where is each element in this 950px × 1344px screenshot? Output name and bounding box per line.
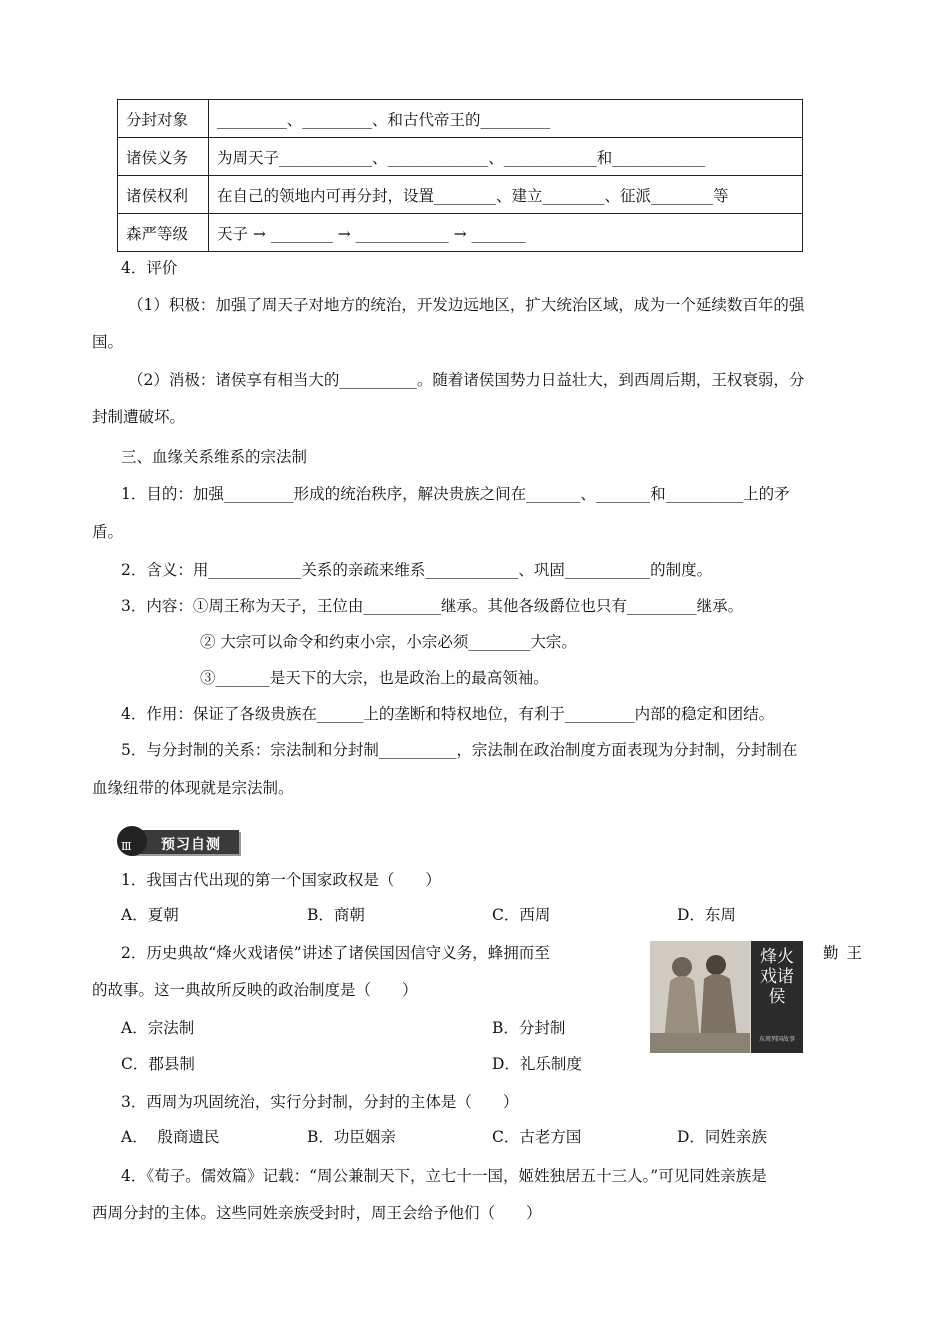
row-label: 森严等级 <box>118 214 209 252</box>
q4-stem: 4．《荀子。儒效篇》记载：“周公兼制天下，立七十一国，姬姓独居五十三人。”可见同姓亲族是 <box>121 1167 767 1185</box>
q3-option-b: B．功臣姻亲 <box>307 1128 396 1146</box>
section4-title: 4．评价 <box>121 259 178 277</box>
section3-title: 三、血缘关系维系的宗法制 <box>121 448 308 466</box>
q1-option-c: C．西周 <box>492 906 551 924</box>
table-row <box>118 100 803 138</box>
q1-stem: 1．我国古代出现的第一个国家政权是（ ） <box>121 871 441 889</box>
evaluation-negative: （2）消极：诸侯享有相当大的__________。随着诸侯国势力日益壮大，到西周后期，王权衰弱，分 <box>128 371 805 389</box>
banner-mark: Ⅲ <box>121 840 132 853</box>
zongfa-content: 3．内容：①周王称为天子，王位由__________继承。其他各级爵位也只有_________继承。 <box>121 597 744 615</box>
q4-stem-cont: 西周分封的主体。这些同姓亲族受封时，周王会给予他们（ ） <box>92 1204 542 1222</box>
table-row <box>118 176 803 214</box>
zongfa-relation: 5．与分封制的关系：宗法制和分封制__________，宗法制在政治制度方面表现为分封制，分封制在 <box>121 741 798 759</box>
row-content: 在自己的领地内可再分封，设置________、建立________、征派________等 <box>209 176 803 214</box>
q3-option-a: A． 殷商遗民 <box>121 1128 220 1146</box>
fenfeng-table <box>117 99 803 252</box>
q1-option-a: A．夏朝 <box>121 906 179 924</box>
image-subtitle: 东周列国故事 <box>758 1036 795 1043</box>
zongfa-effect: 4．作用：保证了各级贵族在______上的垄断和特权地位，有利于_________内部的稳定和团结。 <box>121 705 775 723</box>
q1-option-d: D．东周 <box>677 906 736 924</box>
q3-stem: 3．西周为巩固统治，实行分封制，分封的主体是（ ） <box>121 1093 519 1111</box>
preview-test-banner <box>117 826 239 854</box>
table-row <box>118 138 803 176</box>
row-content: 天子 → ________ → ____________ → _______ <box>209 214 803 252</box>
q2-option-b: B．分封制 <box>492 1019 566 1037</box>
row-content: _________、_________、和古代帝王的_________ <box>209 100 803 138</box>
zongfa-relation-cont: 血缘纽带的体现就是宗法制。 <box>92 779 294 797</box>
q3-option-c: C．古老方国 <box>492 1128 582 1146</box>
evaluation-negative-cont: 封制遭破坏。 <box>92 408 186 426</box>
q3-option-d: D．同姓亲族 <box>677 1128 767 1146</box>
zongfa-content-c: ③_______是天下的大宗，也是政治上的最高领袖。 <box>200 669 549 687</box>
q2-option-d: D．礼乐制度 <box>492 1055 582 1073</box>
q2-stem-tail: 勤王 <box>823 944 871 962</box>
story-illustration <box>650 941 803 1053</box>
zongfa-content-b: ② 大宗可以命令和约束小宗，小宗必须________大宗。 <box>200 633 577 651</box>
q2-option-c: C．郡县制 <box>121 1055 195 1073</box>
evaluation-positive: （1）积极：加强了周天子对地方的统治，开发边远地区，扩大统治区域，成为一个延续数百年的强 <box>128 296 805 314</box>
q1-option-b: B．商朝 <box>307 906 365 924</box>
q2-stem: 2．历史典故“烽火戏诸侯”讲述了诸侯国因信守义务，蜂拥而至 <box>121 944 550 962</box>
q2-option-a: A．宗法制 <box>121 1019 195 1037</box>
zongfa-purpose: 1．目的：加强_________形成的统治秩序，解决贵族之间在_______、_______和__________上的矛 <box>121 485 790 503</box>
banner-label: 预习自测 <box>161 837 221 853</box>
zongfa-purpose-cont: 盾。 <box>92 523 124 541</box>
zongfa-meaning: 2．含义：用____________关系的亲疏来维系____________、巩固___________的制度。 <box>121 561 713 579</box>
row-label: 诸侯权利 <box>118 176 209 214</box>
table-row <box>118 214 803 252</box>
q2-stem-cont: 的故事。这一典故所反映的政治制度是（ ） <box>92 981 418 999</box>
evaluation-positive-cont: 国。 <box>92 333 124 351</box>
illustration-figures <box>650 941 750 1053</box>
image-title: 烽火戏诸侯 <box>760 947 794 1007</box>
row-label: 分封对象 <box>118 100 209 138</box>
row-content: 为周天子____________、_____________、____________和____________ <box>209 138 803 176</box>
row-label: 诸侯义务 <box>118 138 209 176</box>
